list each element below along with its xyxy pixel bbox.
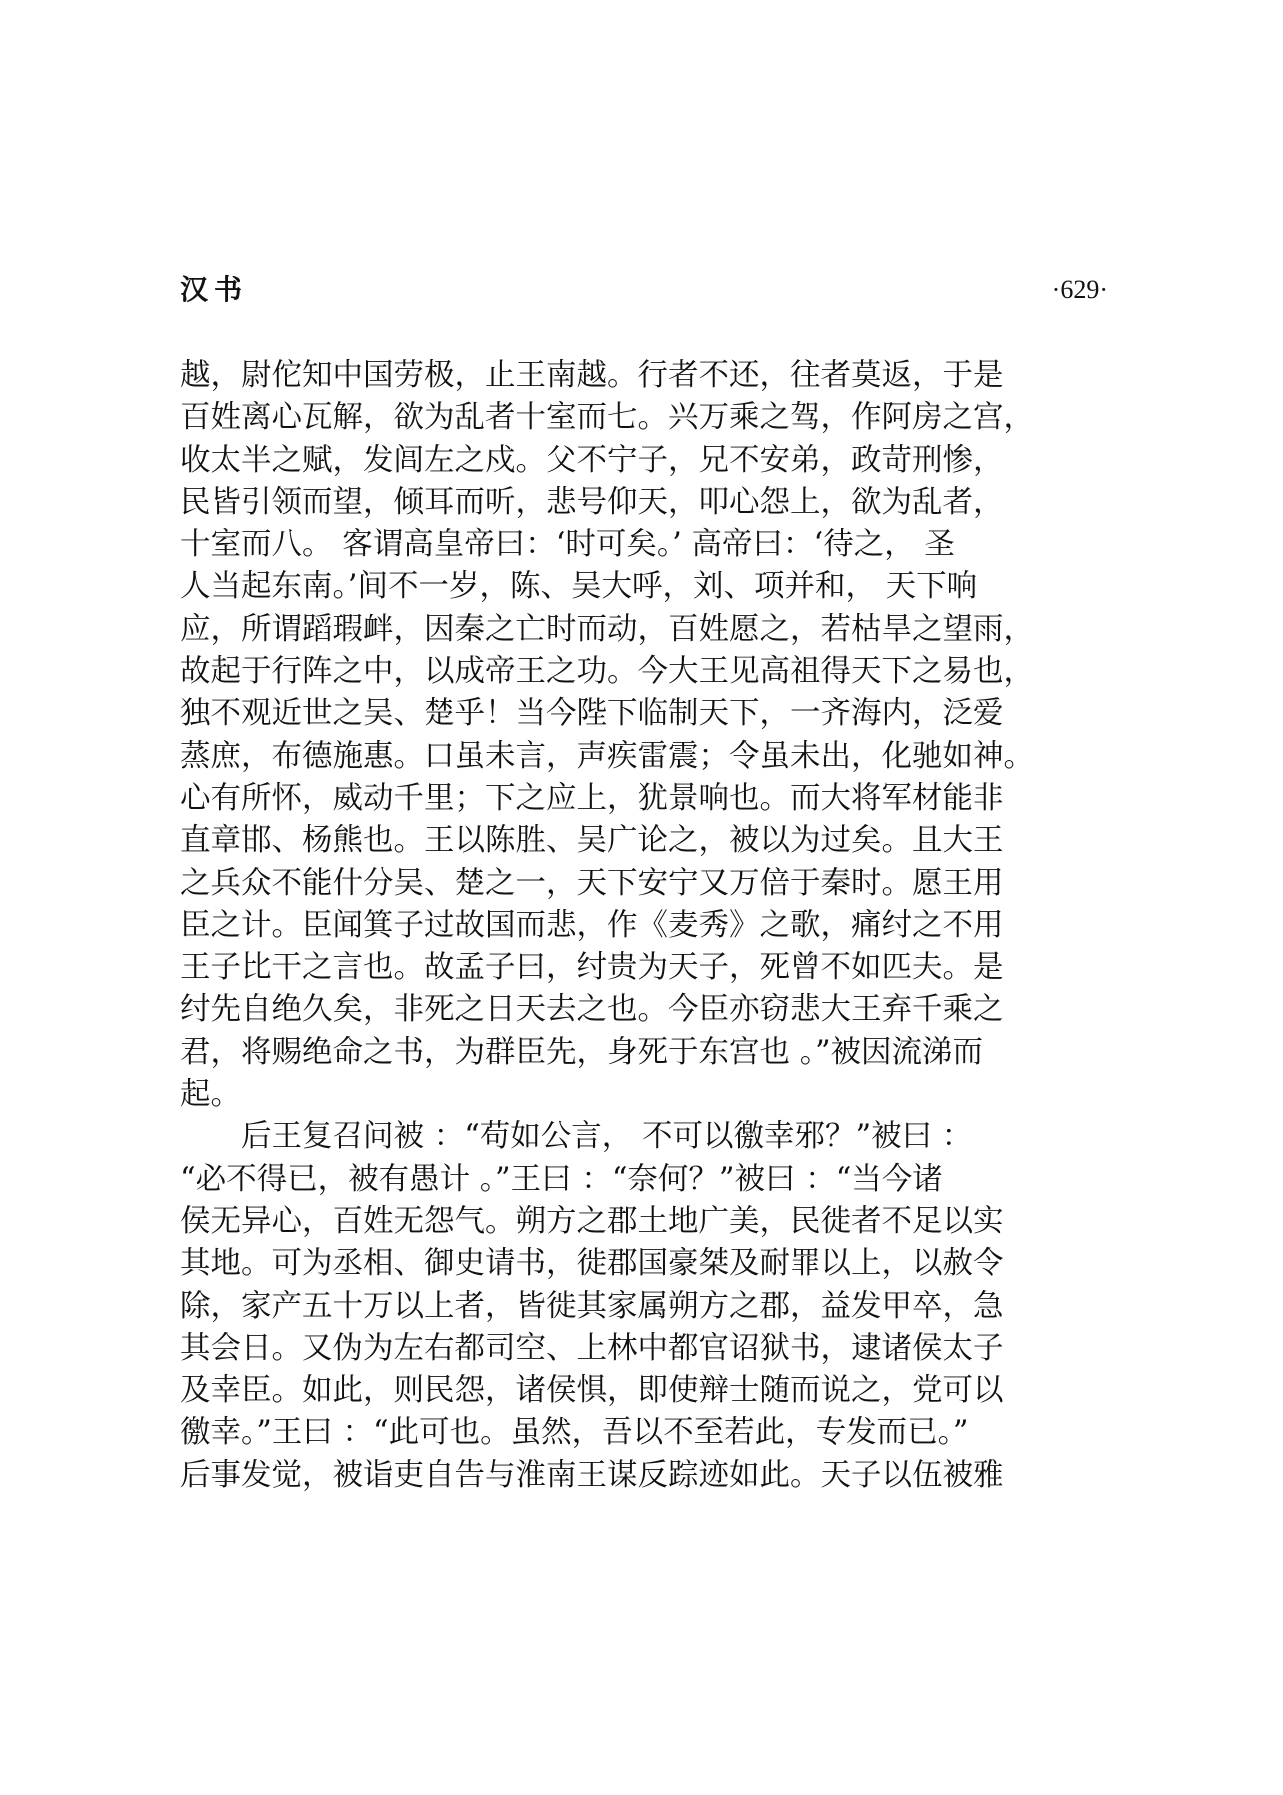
text-line: 百姓离心瓦解，欲为乱者十室而七。兴万乘之驾，作阿房之宫， bbox=[180, 400, 1034, 436]
text-line: 侯无异心，百姓无怨气。朔方之郡土地广美，民徙者不足以实 bbox=[180, 1203, 1004, 1239]
text-line: 纣先自绝久矣，非死之日天去之也。今臣亦窃悲大王弃千乘之 bbox=[180, 992, 1004, 1028]
running-head-title: 汉书 bbox=[180, 273, 249, 306]
text-line: 徼幸。”王曰 ：“此可也。虽然，吾以不至若此，专发而已。” bbox=[180, 1415, 969, 1451]
text-line: 后事发觉，被诣吏自告与淮南王谋反踪迹如此。天子以伍被雅 bbox=[180, 1457, 1004, 1493]
text-line: 除，家产五十万以上者，皆徙其家属朔方之郡，益发甲卒，急 bbox=[180, 1288, 1004, 1324]
text-line: 其会日。又伪为左右都司空、上林中都官诏狱书，逮诸侯太子 bbox=[180, 1330, 1004, 1366]
text-line: 民皆引领而望，倾耳而听，悲号仰天，叩心怨上，欲为乱者， bbox=[180, 484, 1004, 520]
text-line: 蒸庶，布德施惠。口虽未言，声疾雷震；令虽未出，化驰如神。 bbox=[180, 738, 1034, 774]
text-line: 及幸臣。如此，则民怨，诸侯惧，即使辩士随而说之，党可以 bbox=[180, 1373, 1004, 1409]
text-line: 直章邯、杨熊也。王以陈胜、吴广论之，被以为过矣。且大王 bbox=[180, 823, 1004, 859]
body-text bbox=[180, 355, 1100, 1497]
text-line: 之兵众不能什分吴、楚之一，天下安宁又万倍于秦时。愿王用 bbox=[180, 865, 1004, 901]
text-line: 其地。可为丞相、御史请书，徙郡国豪桀及耐罪以上，以赦令 bbox=[180, 1246, 1004, 1282]
text-line: 人当起东南。’间不一岁，陈、吴大呼，刘、项并和， 天下响 bbox=[180, 569, 978, 605]
text-line: “必不得已，被有愚计 。”王曰 ：“奈何？”被曰 ：“当今诸 bbox=[180, 1161, 943, 1197]
text-line: 君，将赐绝命之书，为群臣先，身死于东宫也 。”被因流涕而 bbox=[180, 1034, 984, 1070]
text-line: 独不观近世之吴、楚乎！当今陛下临制天下，一齐海内，泛爱 bbox=[180, 696, 1004, 732]
text-line: 心有所怀，威动千里；下之应上，犹景响也。而大将军材能非 bbox=[180, 780, 1004, 816]
text-line: 十室而八。 客谓高皇帝曰：‘时可矣。’ 高帝曰：‘待之， 圣 bbox=[180, 527, 955, 563]
text-line: 臣之计。臣闻箕子过故国而悲，作《麦秀》之歌，痛纣之不用 bbox=[180, 907, 1004, 943]
text-line: 应，所谓蹈瑕衅，因秦之亡时而动，百姓愿之，若枯旱之望雨， bbox=[180, 611, 1034, 647]
text-line: 后王复召问被 ：“苟如公言， 不可以徼幸邪？”被曰 ： bbox=[180, 1119, 973, 1155]
text-line: 收太半之赋，发闾左之戍。父不宁子，兄不安弟，政苛刑惨， bbox=[180, 442, 1004, 478]
text-line: 起。 bbox=[180, 1077, 241, 1113]
page-number: ·629· bbox=[1051, 275, 1108, 304]
text-line: 越，尉佗知中国劳极，止王南越。行者不还，往者莫返，于是 bbox=[180, 358, 1004, 393]
text-line: 故起于行阵之中，以成帝王之功。今大王见高祖得天下之易也， bbox=[180, 654, 1034, 690]
text-line: 王子比干之言也。故孟子曰，纣贵为天子，死曾不如匹夫。是 bbox=[180, 950, 1004, 986]
